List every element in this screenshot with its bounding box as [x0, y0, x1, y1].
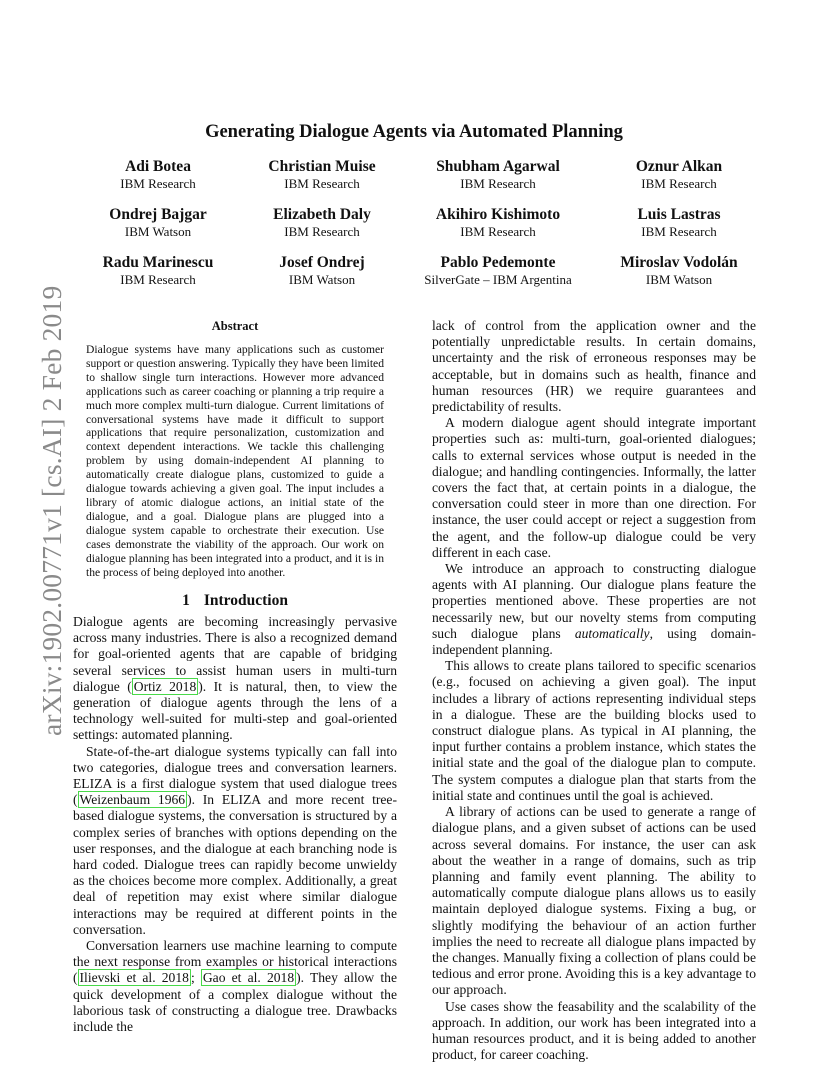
- author: [398, 254, 598, 288]
- author-name: Akihiro Kishimoto: [435, 206, 561, 223]
- paragraph: A modern dialogue agent should integrate important properties such as: multi-turn, goal-oriented dialogues; calls to external services whose output is needed in the dialogue; and handling contingencies. Informally, the latter covers the fact that, at certain points in a dialogue, the conversation could steer in more than one direction. For instance, the user could accept or reject a suggestion from the agent, and the follow-up dialogue could be very different in each case.: [432, 415, 756, 560]
- author-name: Ondrej Bajgar: [109, 206, 207, 223]
- paragraph-text: ). It is natural, then, to view the generation of dialogue agents through the lens of a technology well-suited for multi-step and goal-oriented settings: automated planning.: [73, 678, 397, 743]
- section-heading: [73, 592, 397, 610]
- paragraph-text: We introduce an approach to constructing dialogue agents with AI planning. Our dialogue plans feature the properties mentioned above. These properties are not necessarily new, but our novelty stems from computing such dialogue plans: [432, 561, 756, 641]
- section-title: Introduction: [203, 592, 288, 609]
- paragraph: [73, 744, 397, 938]
- author: [398, 206, 598, 240]
- paragraph: [432, 561, 756, 658]
- author-affiliation: IBM Research: [641, 176, 717, 191]
- author-affiliation: SilverGate – IBM Argentina: [424, 272, 572, 287]
- author-affiliation: IBM Watson: [288, 272, 356, 287]
- abstract: [86, 319, 384, 579]
- paragraph-text: ). They allow the quick development of a complex dialogue without the laborious task of constructing a dialogue tree. Drawbacks include the: [73, 970, 397, 1035]
- abstract-heading: Abstract: [211, 319, 259, 333]
- author: [246, 158, 398, 192]
- author-affiliation: IBM Research: [460, 224, 536, 239]
- citation-link[interactable]: Ilievski et al. 2018: [79, 970, 189, 986]
- paragraph-text: State-of-the-art dialogue systems typically can fall into two categories, dialogue trees and conversation learners. ELIZA is a first dialogue system that used dialogue trees (: [73, 743, 397, 808]
- paragraph-text: ;: [190, 970, 201, 986]
- paragraph: [73, 614, 397, 744]
- paragraph: [73, 938, 397, 1035]
- author-affiliation: IBM Research: [641, 224, 717, 239]
- author-name: Luis Lastras: [637, 206, 721, 223]
- paragraph-text: Dialogue agents are becoming increasingly pervasive across many industries. There is also a recognized demand for goal-oriented agents that are capable of bridging several services to assist human users in multi-turn dialogue (: [73, 614, 397, 694]
- paper-title: Generating Dialogue Agents via Automated Planning: [205, 122, 623, 142]
- author: [598, 158, 760, 192]
- author-name: Elizabeth Daly: [273, 206, 371, 223]
- citation-link[interactable]: Gao et al. 2018: [202, 970, 295, 986]
- paragraph-text: , using domain-independent planning.: [432, 625, 756, 658]
- author-name: Adi Botea: [125, 158, 191, 175]
- abstract-text: Dialogue systems have many applications such as customer support or question answering. Typically they have been limited to shallow single turn interactions. However more advanced applications such as career coaching or planning a trip require a much more complex multi-turn dialogue. Current limitations of conversational systems have made it difficult to support applications that require personalization, customization and context dependent interactions. We tackle this challenging problem by using domain-independent AI planning to automatically create dialogue plans, customized to guide a dialogue towards achieving a given goal. The input includes a library of atomic dialogue actions, an initial state of the dialogue, and a goal. Dialogue plans are plugged into a dialogue system capable to orchestrate their execution. Use cases demonstrate the viability of the approach. Our work on dialogue planning has been integrated into a product, and it is in the process of being deployed into another.: [86, 343, 384, 579]
- author-affiliation: IBM Watson: [124, 224, 192, 239]
- paragraph-text: ). In ELIZA and more recent tree-based dialogue systems, the conversation is structured by a complex series of branches with options depending on the user responses, and the dialogue at each branching node is hard coded. Dialogue trees can rapidly become unwieldy as the choices become more complex. Additionally, a great deal of repetition may exist where similar dialogue interactions may be required at different points in the conversation.: [73, 792, 397, 937]
- emphasis-text: automatically: [574, 625, 650, 641]
- paragraph: Use cases show the feasability and the scalability of the approach. In addition, our work has been integrated into a human resources product, and it is being added to another product, for career coaching.: [432, 998, 756, 1063]
- section-number: 1: [182, 592, 190, 609]
- author: [598, 254, 760, 288]
- paragraph: This allows to create plans tailored to specific scenarios (e.g., focused on achieving a given goal). The input includes a library of actions representing individual steps in a dialogue. These are the building blocks used to construct dialogue plans. As typical in AI planning, the input further contains a problem instance, which states the initial state and the goal of the dialogue plan to compute. The system computes a dialogue plan that starts from the initial state and continues until the goal is achieved.: [432, 658, 756, 803]
- paragraph-text: Conversation learners use machine learning to compute the next response from examples or historical interactions (: [73, 938, 397, 986]
- paragraph: A library of actions can be used to generate a range of dialogue plans, and a given subset of actions can be used across several domains. For instance, the user can ask about the weather in a range of domains, such as trip planning and family event planning. The ability to automatically compute dialogue plans allows us to easily maintain deployed dialogue systems. Fixing a bug, or slightly modifying the behaviour of an action further implies the need to recreate all dialogue plans impacted by the changes. Manually fixing a collection of plans could be tedious and error prone. Avoiding this is a key advantage to our approach.: [432, 804, 756, 998]
- author: [598, 206, 760, 240]
- author: [246, 254, 398, 288]
- author: [70, 206, 246, 240]
- citation-link[interactable]: Ortiz 2018: [133, 678, 197, 694]
- author-name: Miroslav Vodolán: [620, 254, 738, 271]
- left-column: [73, 614, 397, 1035]
- right-column: [432, 318, 756, 1063]
- author-affiliation: IBM Research: [284, 176, 360, 191]
- arxiv-identifier: arXiv:1902.00771v1 [cs.AI] 2 Feb 2019: [36, 285, 67, 736]
- author: [70, 254, 246, 288]
- paragraph: lack of control from the application owner and the potentially unpredictable results. In certain domains, uncertainty and the risk of erroneous responses may be acceptable, but in domains such as health, finance and human resources (HR) we require guarantees and predictability of results.: [432, 318, 756, 415]
- author-name: Radu Marinescu: [102, 254, 214, 271]
- author-affiliation: IBM Research: [460, 176, 536, 191]
- author-affiliation: IBM Research: [120, 272, 196, 287]
- author-name: Shubham Agarwal: [436, 158, 560, 175]
- author: [70, 158, 246, 192]
- arxiv-stamp: [16, 285, 67, 740]
- author-affiliation: IBM Research: [120, 176, 196, 191]
- author-name: Oznur Alkan: [635, 158, 723, 175]
- author-affiliation: IBM Research: [284, 224, 360, 239]
- citation-link[interactable]: Weizenbaum 1966: [79, 792, 186, 808]
- author: [398, 158, 598, 192]
- author-name: Josef Ondrej: [279, 254, 365, 271]
- author-name: Christian Muise: [268, 158, 376, 175]
- author-affiliation: IBM Watson: [645, 272, 713, 287]
- author-name: Pablo Pedemonte: [440, 254, 556, 271]
- author-block: [70, 158, 760, 288]
- author: [246, 206, 398, 240]
